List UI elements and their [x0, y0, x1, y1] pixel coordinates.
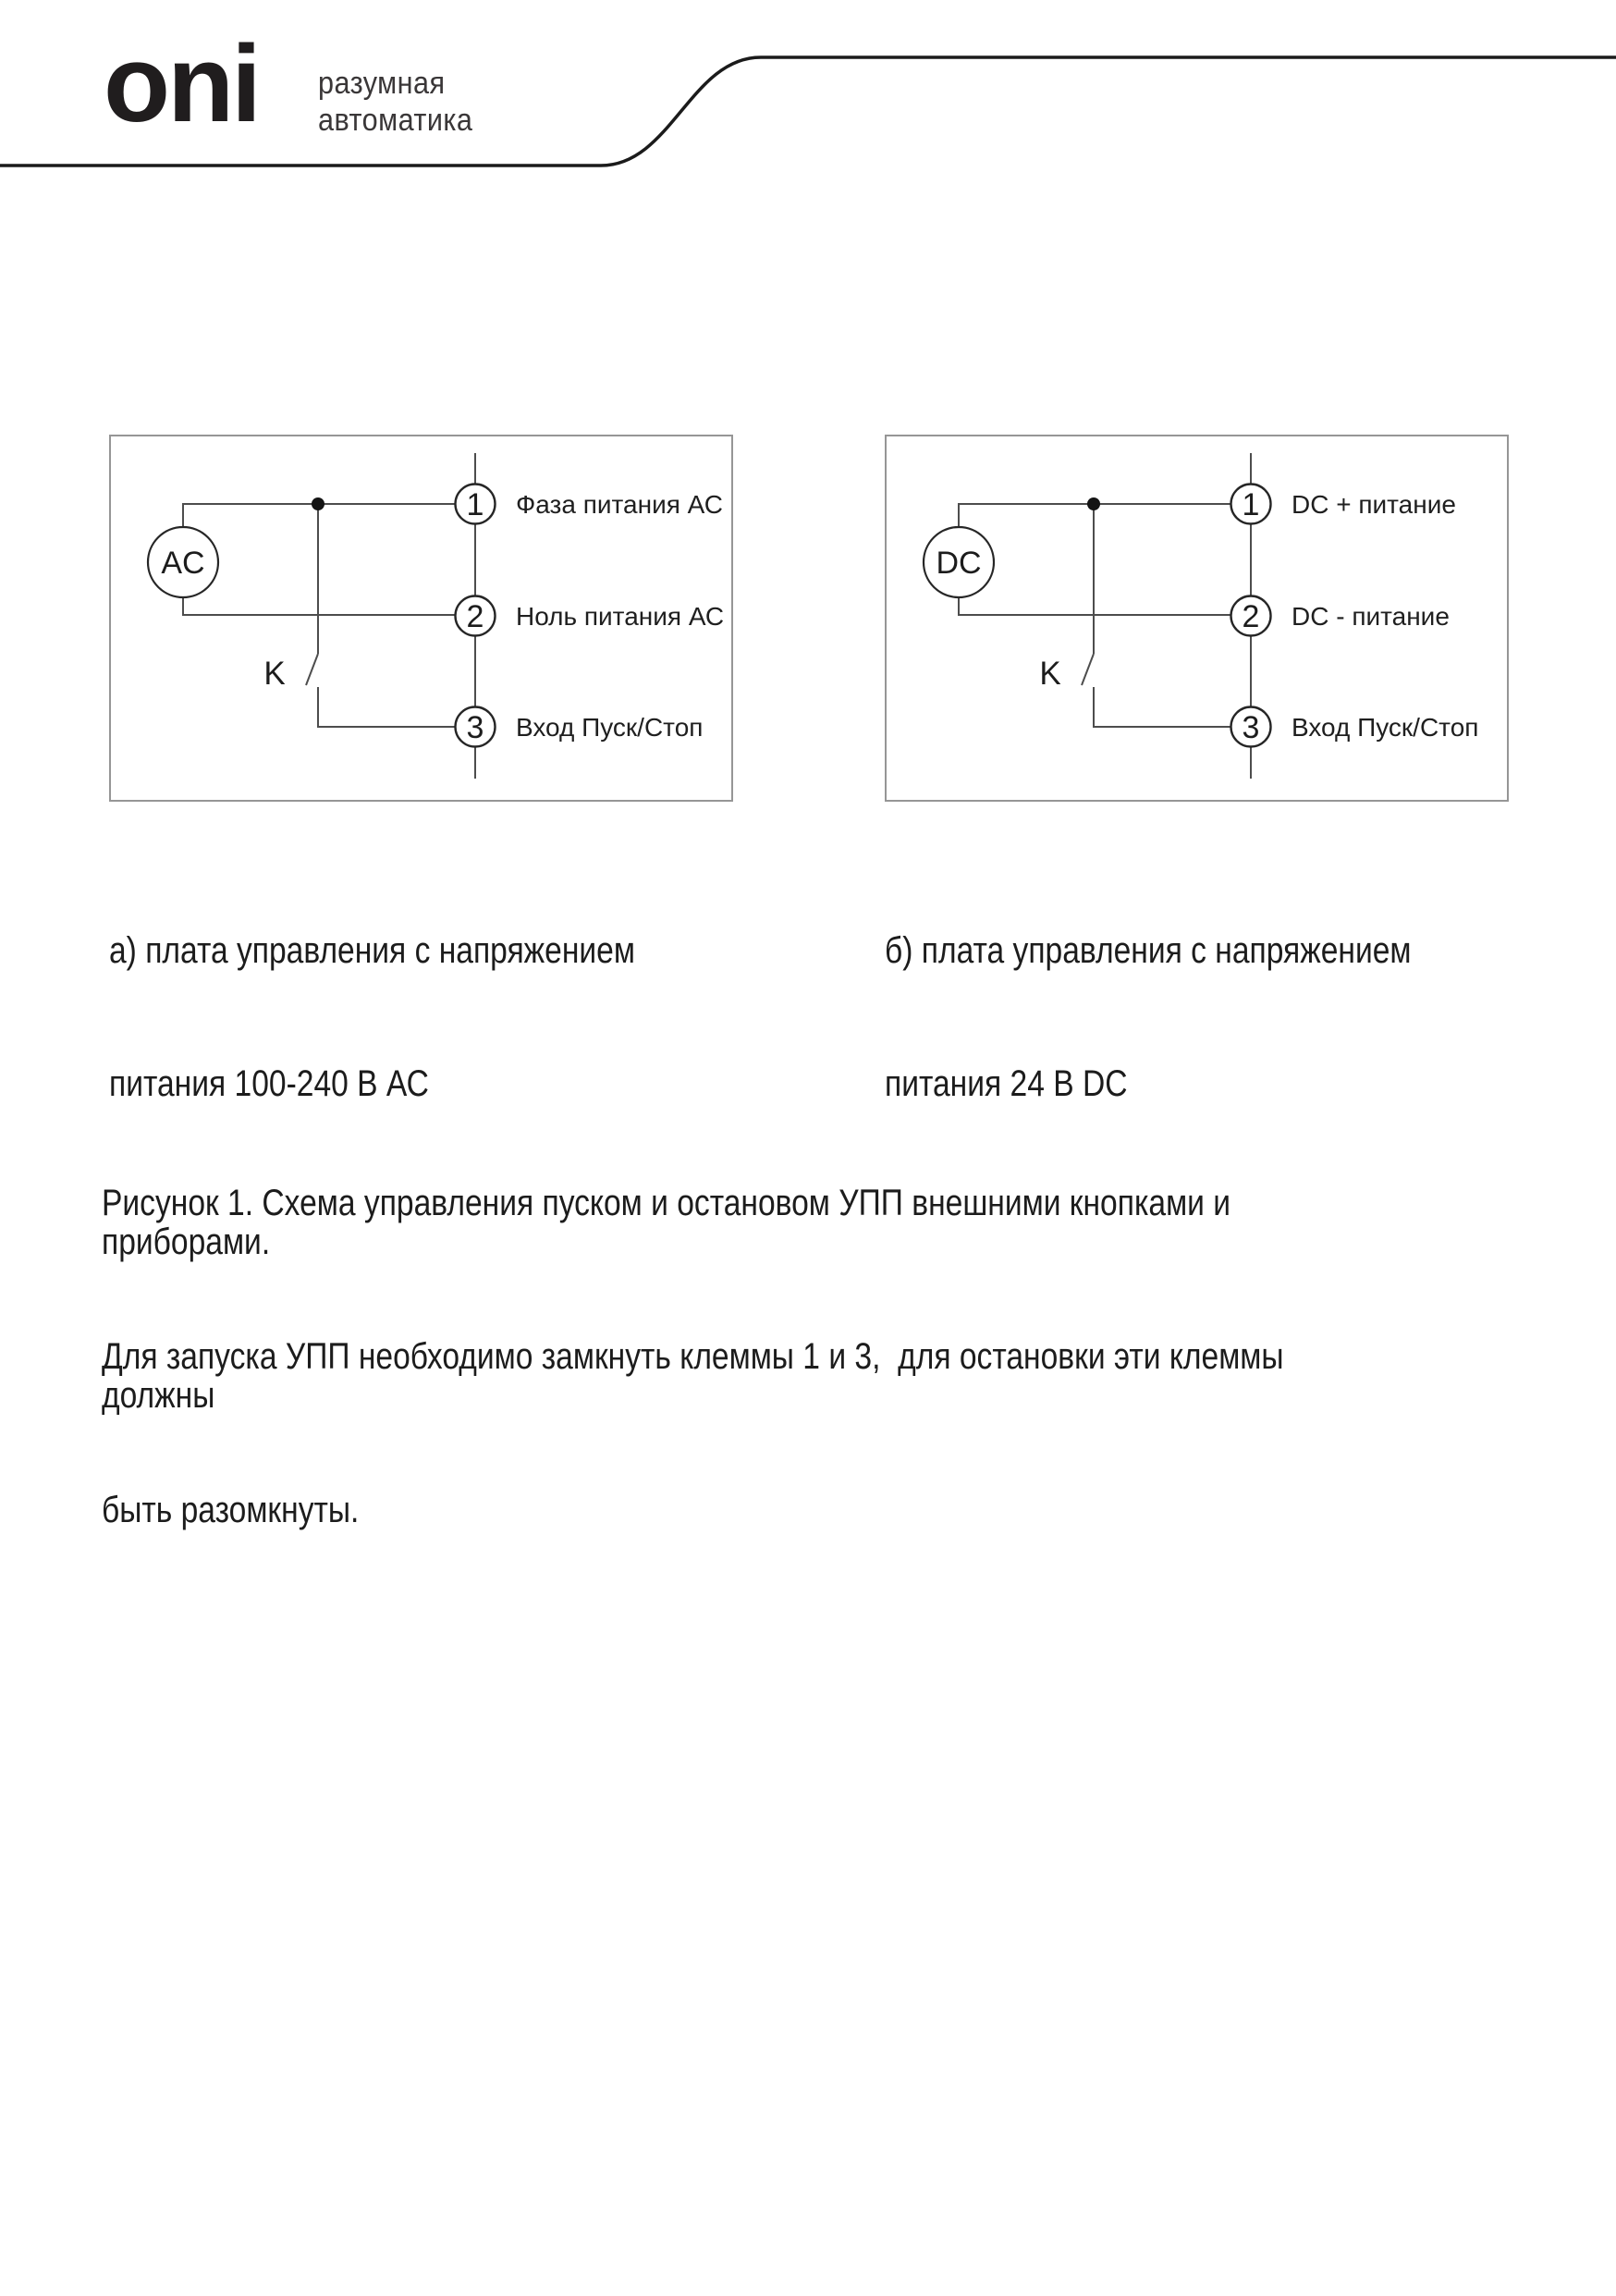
logo-tagline [318, 65, 472, 139]
terminal-2-number: 2 [1242, 598, 1260, 634]
caption-a-line-2: питания 100-240 В АС [109, 1063, 429, 1104]
terminal-1-number: 1 [466, 486, 484, 522]
figure-description-line-1: Рисунок 1. Схема управления пуском и остановом УПП внешними кнопками и приборами. [102, 1183, 1240, 1262]
wire-switch-lower [318, 687, 456, 727]
switch-blade [1082, 654, 1094, 685]
tagline-line-2: автоматика [318, 103, 473, 138]
diagram-panel-ac [109, 435, 733, 802]
terminal-2-number: 2 [466, 598, 484, 634]
source-label: AC [161, 545, 205, 581]
switch-label: K [1039, 656, 1061, 692]
oni-logo: oni [104, 23, 259, 145]
caption-b-line-1: б) плата управления с напряжением [885, 930, 1412, 971]
junction-dot [1087, 497, 1100, 510]
terminal-3-number: 3 [466, 709, 484, 745]
caption-a-line-1: а) плата управления с напряжением [109, 930, 635, 971]
wire-bottom [959, 597, 1231, 615]
terminal-2-label: DC - питание [1292, 601, 1450, 631]
terminal-1-label: Фаза питания АС [516, 489, 723, 519]
junction-dot [312, 497, 324, 510]
circuit-diagram-ac [109, 435, 733, 802]
figure-description-line-2: Для запуска УПП необходимо замкнуть клеммы 1 и 3, для остановки эти клеммы должны [102, 1336, 1292, 1416]
tagline-line-1: разумная [318, 66, 446, 101]
source-label: DC [936, 545, 982, 581]
terminal-1-label: DC + питание [1292, 489, 1456, 519]
caption-b-line-2: питания 24 В DC [885, 1063, 1128, 1104]
terminal-3-label: Вход Пуск/Стоп [516, 712, 704, 742]
diagram-panel-dc [885, 435, 1509, 802]
circuit-diagram-dc [885, 435, 1509, 802]
wire-switch-lower [1094, 687, 1231, 727]
terminal-2-label: Ноль питания АС [516, 601, 725, 631]
terminal-3-number: 3 [1242, 709, 1260, 745]
figure-description [102, 1108, 1374, 1607]
switch-blade [306, 654, 318, 685]
switch-label: K [263, 656, 286, 692]
terminal-1-number: 1 [1242, 486, 1260, 522]
wire-bottom [183, 597, 456, 615]
figure-description-line-3: быть разомкнуты. [102, 1490, 360, 1530]
terminal-3-label: Вход Пуск/Стоп [1292, 712, 1479, 742]
